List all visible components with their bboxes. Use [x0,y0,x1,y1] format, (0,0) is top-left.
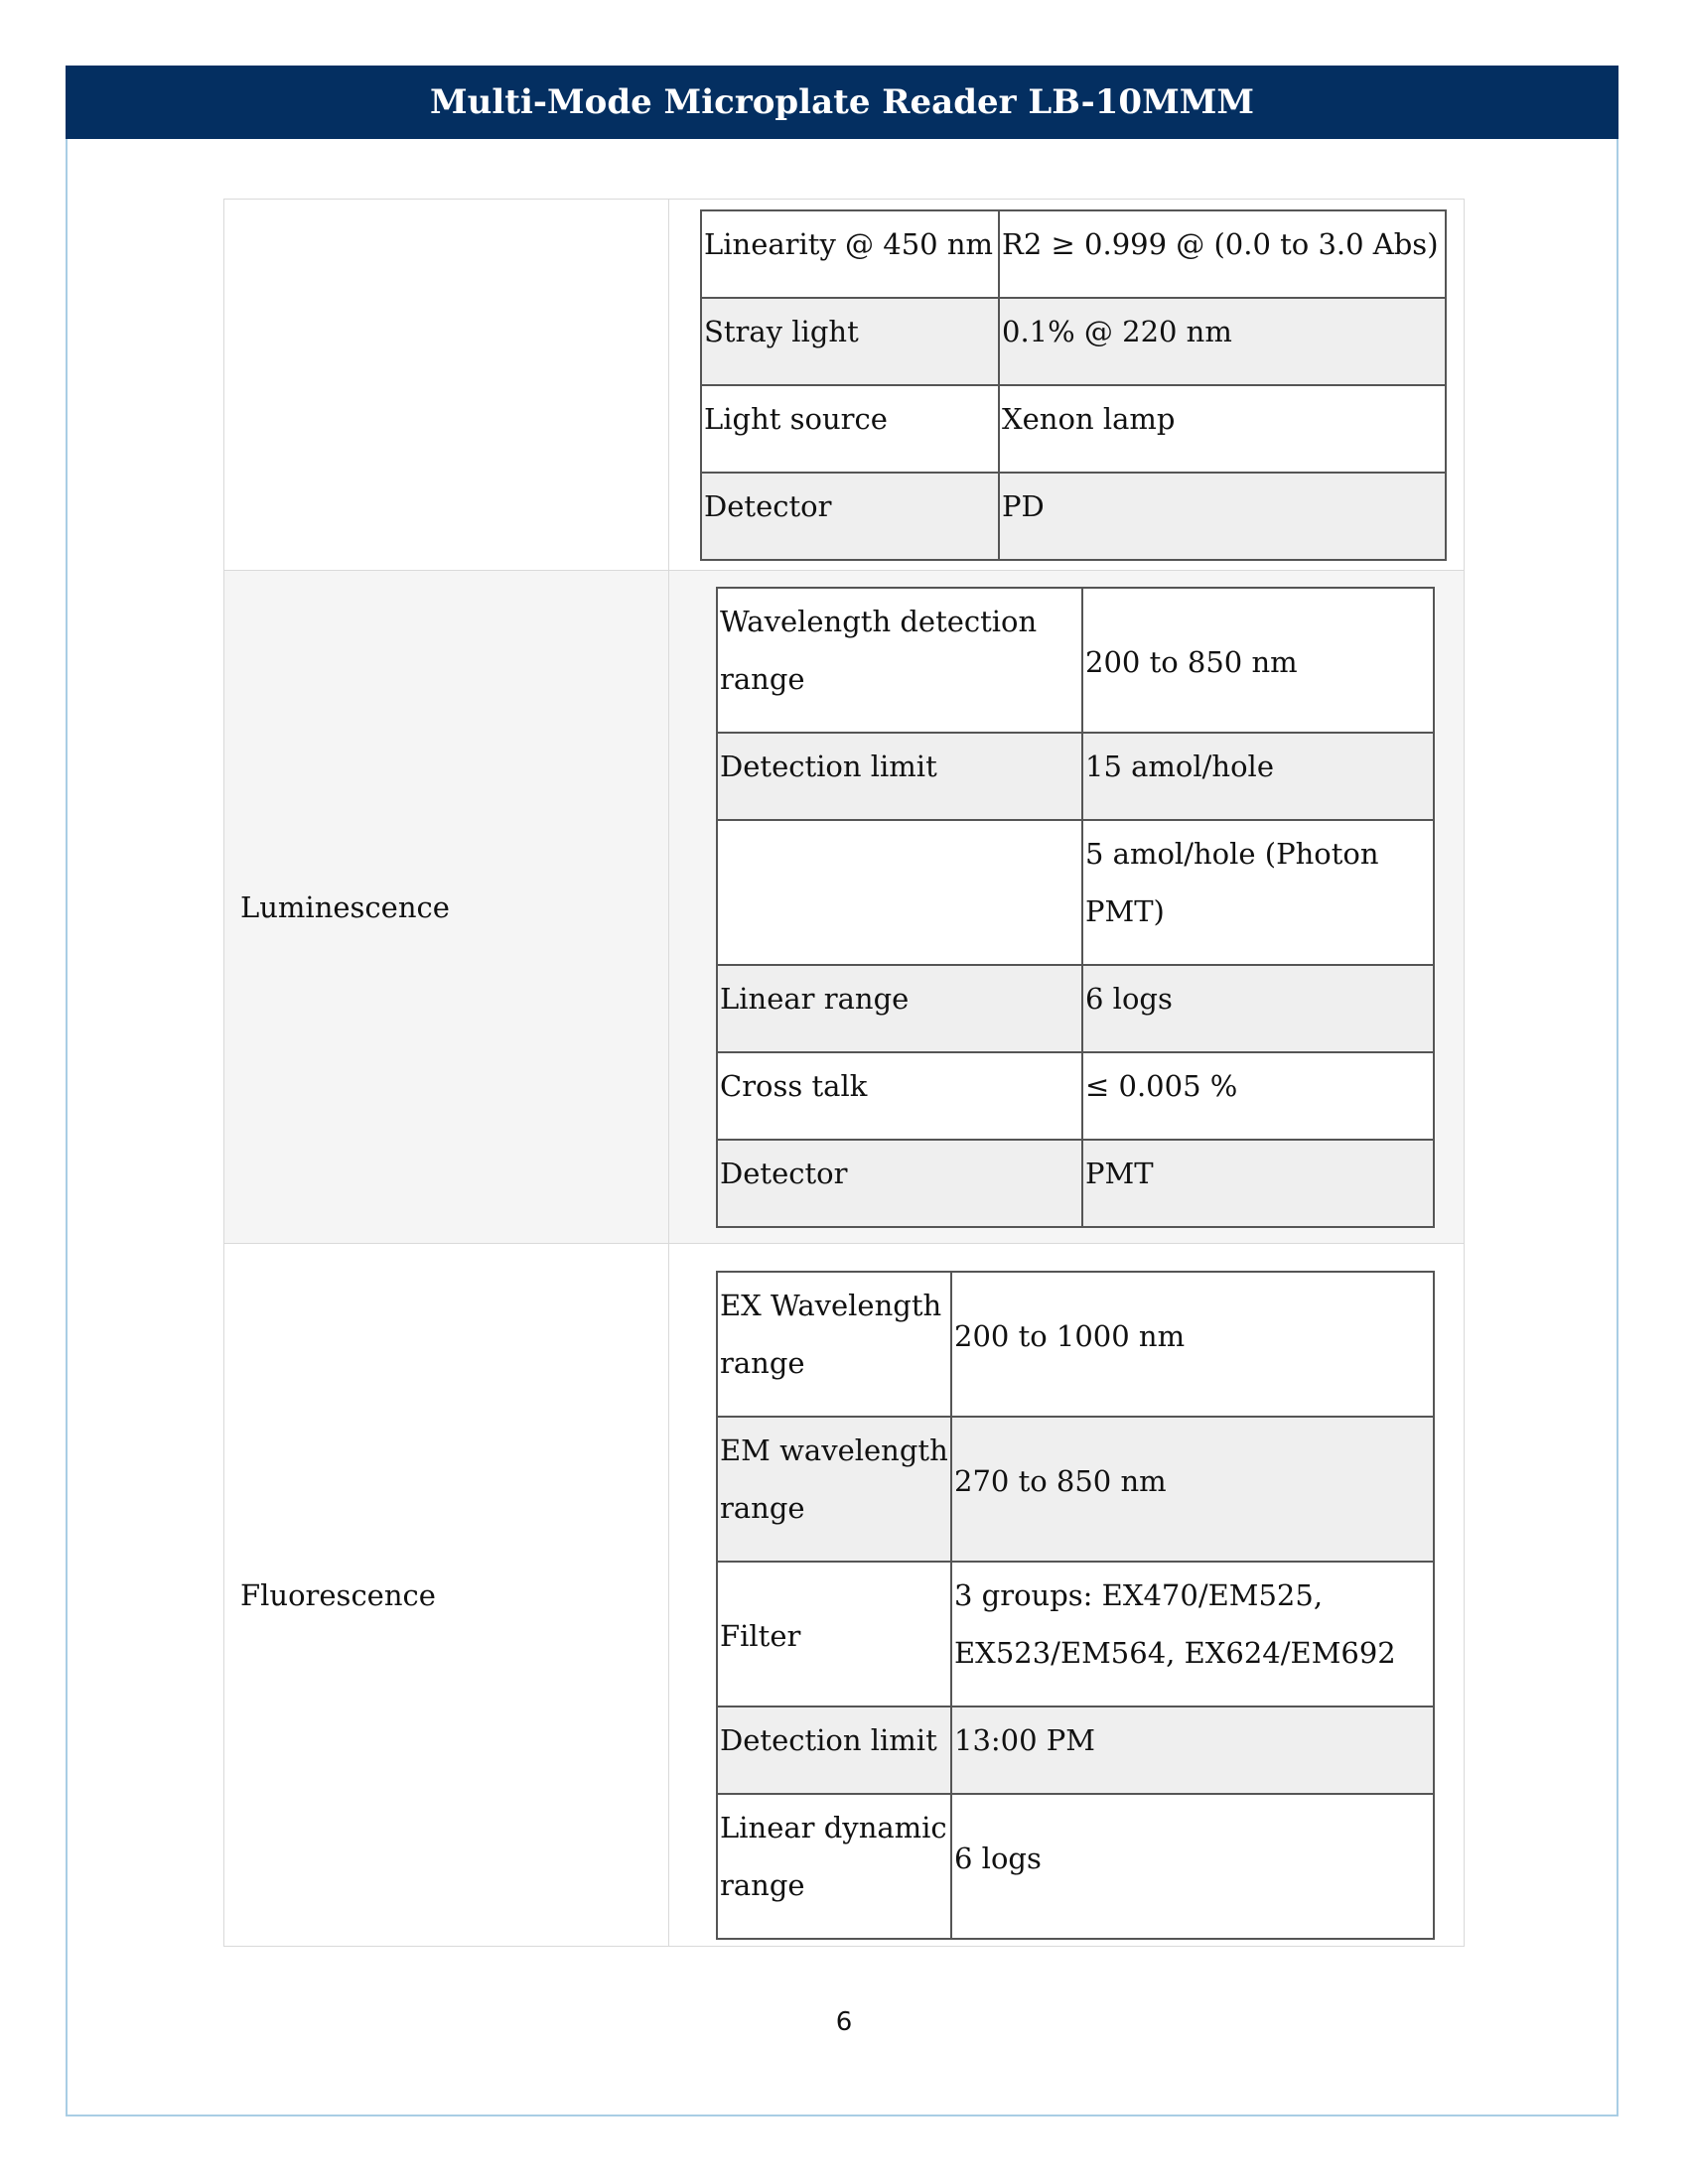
spec-table [223,199,1465,1947]
param-name: Wavelength detection range [717,588,1082,733]
spec-section-luminescence [224,571,1465,1244]
param-name [717,820,1082,965]
param-value: ≤ 0.005 % [1082,1052,1434,1140]
section-label: Luminescence [224,571,669,1244]
param-name: Linear range [717,965,1082,1052]
param-value: PD [999,473,1446,560]
table-row [717,965,1434,1052]
param-value: 0.1% @ 220 nm [999,298,1446,385]
param-value: 6 logs [1082,965,1434,1052]
table-row [717,733,1434,820]
table-row [701,298,1446,385]
param-name: EX Wavelength range [717,1272,951,1417]
param-value: R2 ≥ 0.999 @ (0.0 to 3.0 Abs) [999,210,1446,298]
section-detail [669,200,1465,571]
section-label [224,200,669,571]
param-value: Xenon lamp [999,385,1446,473]
detail-table [700,209,1447,561]
param-name: Linearity @ 450 nm [701,210,999,298]
param-value: 5 amol/hole (Photon PMT) [1082,820,1434,965]
detail-table [716,587,1435,1228]
param-value: 200 to 850 nm [1082,588,1434,733]
param-value: 6 logs [951,1794,1434,1939]
table-row [701,385,1446,473]
detail-table [716,1271,1435,1940]
table-row [701,473,1446,560]
table-row [717,1052,1434,1140]
param-value: 15 amol/hole [1082,733,1434,820]
param-name: Detector [717,1140,1082,1227]
param-name: Detection limit [717,1706,951,1794]
page-title: Multi-Mode Microplate Reader LB-10MMM [66,66,1618,139]
param-name: Detection limit [717,733,1082,820]
table-row [717,1562,1434,1706]
table-row [717,1706,1434,1794]
param-value: PMT [1082,1140,1434,1227]
param-name: EM wavelength range [717,1417,951,1562]
table-row [717,820,1434,965]
param-name: Light source [701,385,999,473]
section-detail [669,571,1465,1244]
table-row [717,1794,1434,1939]
param-value: 3 groups: EX470/EM525, EX523/EM564, EX624/EM692 [951,1562,1434,1706]
spec-section-absorbance [224,200,1465,571]
table-row [701,210,1446,298]
param-name: Cross talk [717,1052,1082,1140]
table-row [717,1417,1434,1562]
param-name: Stray light [701,298,999,385]
param-value: 200 to 1000 nm [951,1272,1434,1417]
param-name: Detector [701,473,999,560]
table-row [717,1272,1434,1417]
table-row [717,1140,1434,1227]
section-label: Fluorescence [224,1244,669,1947]
param-value: 270 to 850 nm [951,1417,1434,1562]
param-name: Filter [717,1562,951,1706]
table-row [717,588,1434,733]
section-detail [669,1244,1465,1947]
param-value: 13:00 PM [951,1706,1434,1794]
spec-section-fluorescence [224,1244,1465,1947]
page-number: 6 [835,2007,853,2037]
param-name: Linear dynamic range [717,1794,951,1939]
